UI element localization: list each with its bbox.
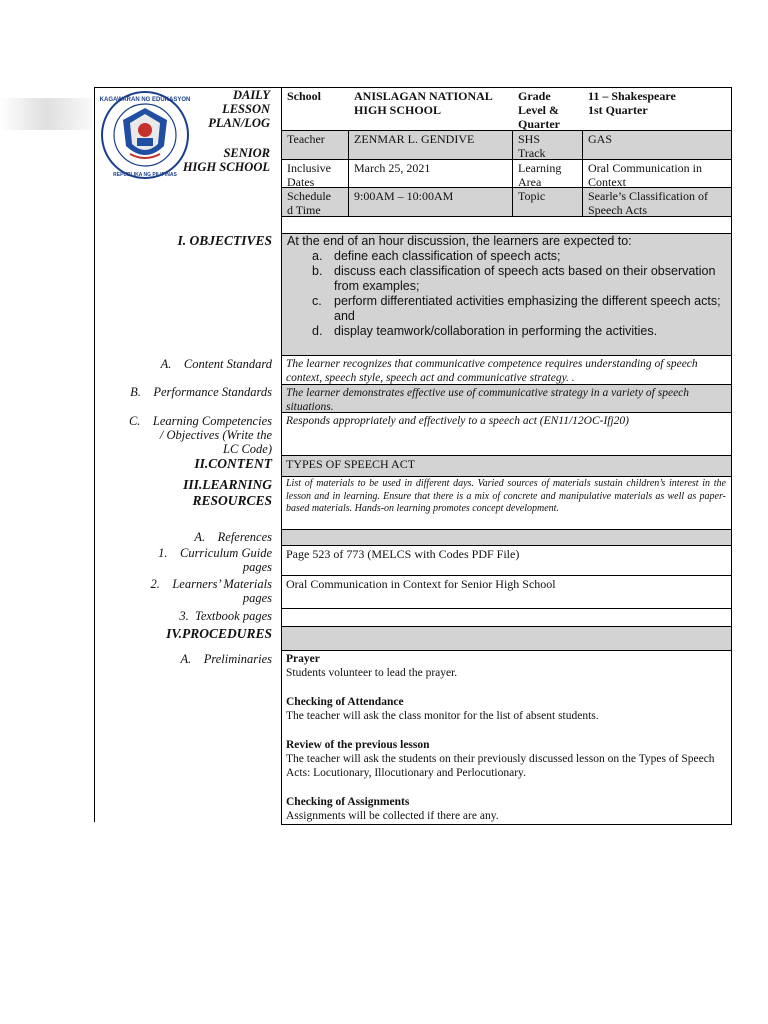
teacher-value: ZENMAR L. GENDIVE: [354, 132, 475, 146]
grid-line: [348, 130, 349, 216]
seal-text: KAGAWARAN NG EDUKASYON: [100, 97, 190, 103]
lc-label-line: C. Learning Competencies: [128, 414, 272, 428]
grid-line: [281, 608, 732, 609]
content-std-label: A. Content Standard: [160, 357, 272, 371]
lm-label-line: 2. Learners’ Materials: [150, 577, 272, 591]
perf-std-label: B. Performance Standards: [130, 385, 272, 399]
cg-label-line: pages: [242, 560, 272, 574]
review-title: Review of the previous lesson: [286, 739, 430, 751]
review-body: The teacher will ask the students on their previously discussed lesson on the Types of Speech Acts: Locutionary, Illocutionary and Perlocutionary.: [286, 753, 715, 779]
time-label: Schedule d Time: [287, 189, 331, 217]
cg-value: Page 523 of 773 (MELCS with Codes PDF File): [286, 547, 520, 561]
resources-heading-line: III.LEARNING: [183, 477, 272, 492]
dates-label: Inclusive Dates: [287, 161, 331, 189]
shade-references: [281, 529, 731, 545]
objective-item: [287, 264, 727, 294]
procedures-heading: IV.PROCEDURES: [166, 626, 272, 641]
border-left: [94, 87, 95, 822]
objectives-intro: At the end of an hour discussion, the learners are expected to:: [287, 234, 632, 248]
resources-heading-line: RESOURCES: [192, 493, 272, 508]
prelim-label: A. Preliminaries: [180, 652, 272, 666]
page-subtitle: [170, 146, 270, 174]
objective-text: display teamwork/collaboration in performing the activities.: [334, 324, 658, 338]
lm-label: [100, 577, 272, 605]
objective-marker: d.: [312, 324, 323, 338]
lc-label: [100, 414, 272, 456]
objective-marker: c.: [312, 294, 322, 308]
attendance-body: The teacher will ask the class monitor for the list of absent students.: [286, 710, 599, 722]
shade-procedures: [281, 626, 731, 650]
school-label: School: [287, 89, 322, 103]
grade-quarter: 1st Quarter: [588, 103, 648, 117]
grid-line: [512, 130, 513, 216]
assignments-title: Checking of Assignments: [286, 796, 410, 808]
area-label: Learning Area: [518, 161, 562, 189]
subtitle-line: HIGH SCHOOL: [182, 160, 270, 174]
grid-line: [281, 626, 732, 627]
grade-value: [584, 88, 731, 118]
lc-value: Responds appropriately and effectively to a speech act (EN11/12OC-Ifj20): [286, 415, 630, 427]
seal-bottom: REPUBLIKA NG PILIPINAS: [113, 172, 177, 178]
grid-line: [281, 529, 732, 530]
assignments-body: Assignments will be collected if there are any.: [286, 810, 499, 822]
topic-value: Searle’s Classification of Speech Acts: [588, 189, 708, 217]
subtitle-line: SENIOR: [223, 146, 270, 160]
content-heading: II.CONTENT: [194, 456, 272, 471]
cg-label: [100, 546, 272, 574]
time-value: 9:00AM – 10:00AM: [354, 189, 454, 203]
attendance-title: Checking of Attendance: [286, 696, 404, 708]
perf-std-value: The learner demonstrates effective use of communicative strategy in a variety of speech situations.: [286, 387, 690, 413]
grid-line: [582, 130, 583, 216]
area-value: Oral Communication in Context: [588, 161, 702, 189]
resources-heading: [100, 477, 272, 509]
scan-smudge: [0, 98, 92, 130]
lc-label-line: / Objectives (Write the: [159, 428, 272, 442]
cg-label-line: 1. Curriculum Guide: [158, 546, 272, 560]
border-bottom: [281, 824, 732, 825]
objective-text: discuss each classification of speech acts based on their observation from examples;: [334, 264, 716, 293]
lc-label-line: LC Code): [223, 442, 272, 456]
lm-label-line: pages: [242, 591, 272, 605]
grade-section: 11 – Shakespeare: [588, 89, 676, 103]
teacher-label: Teacher: [287, 132, 325, 146]
school-value: ANISLAGAN NATIONAL HIGH SCHOOL: [354, 89, 493, 117]
dates-value: March 25, 2021: [354, 161, 431, 175]
prayer-body: Students volunteer to lead the prayer.: [286, 667, 458, 679]
procedures-body: [282, 651, 730, 824]
objective-marker: a.: [312, 249, 323, 263]
objective-item: [287, 249, 727, 264]
objective-item: [287, 294, 727, 324]
objectives-heading: I. OBJECTIVES: [177, 233, 272, 248]
resources-note: List of materials to be used in different days. Varied sources of materials sustain children’s interest in the lesson and in learning. Ensure that there is a mix of concrete and manipulative materials as well as paper-based materials. Hands-on learning promotes concept development.: [286, 478, 726, 514]
objective-item: [287, 324, 727, 339]
objective-text: perform differentiated activities emphasizing the different speech acts; and: [334, 294, 721, 323]
title-line: PLAN/LOG: [208, 116, 270, 130]
objectives-list: [287, 249, 727, 339]
references-label: A. References: [194, 530, 272, 544]
track-value: GAS: [588, 132, 613, 146]
title-line: LESSON: [222, 102, 270, 116]
content-std-value: The learner recognizes that communicative competence requires understanding of speech context, speech style, speech act and communicative strategy. .: [286, 358, 698, 384]
lm-value: Oral Communication in Context for Senior High School: [286, 577, 556, 591]
topic-label: Topic: [518, 189, 546, 203]
objective-text: define each classification of speech acts;: [334, 249, 561, 263]
title-line: DAILY: [232, 88, 270, 102]
prayer-title: Prayer: [286, 653, 320, 665]
track-label: SHS Track: [518, 132, 546, 160]
objectives-body: [287, 234, 727, 339]
objective-marker: b.: [312, 264, 323, 278]
content-value: TYPES OF SPEECH ACT: [286, 457, 416, 471]
tb-label: 3. Textbook pages: [179, 609, 272, 623]
page-title: [190, 88, 270, 130]
grade-label: Grade Level & Quarter: [518, 89, 560, 131]
